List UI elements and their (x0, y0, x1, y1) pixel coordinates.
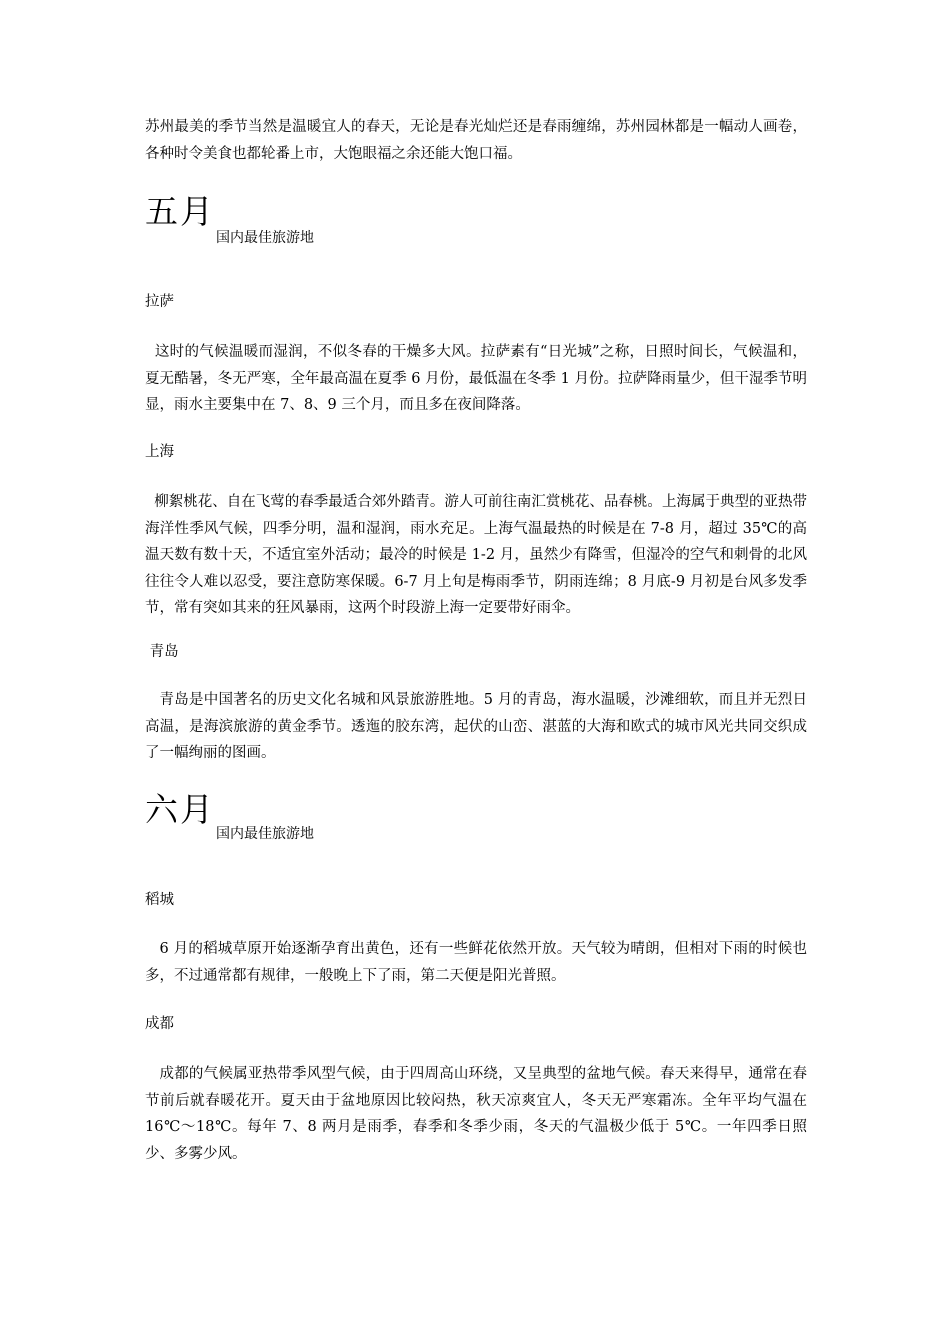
daocheng-heading: 稻城 (145, 892, 174, 908)
lhasa-paragraph: 这时的气候温暖而湿润，不似冬春的干燥多大风。拉萨素有“日光城”之称，日照时间长，气候温和，夏无酷暑，冬无严寒，全年最高温在夏季 6 月份，最低温在冬季 1 月份。拉萨降雨量少，但干湿季节明显，雨水主要集中在 7、8、9 三个月，而且多在夜间降落。 (145, 344, 807, 413)
chengdu-heading: 成都 (145, 1016, 174, 1032)
june-heading: 六月 (145, 790, 215, 829)
lhasa-heading: 拉萨 (145, 294, 174, 310)
qingdao-paragraph: 青岛是中国著名的历史文化名城和风景旅游胜地。5 月的青岛，海水温暖，沙滩细软，而且并无烈日高温，是海滨旅游的黄金季节。透迤的胶东湾，起伏的山峦、湛蓝的大海和欧式的城市风光共同交织成了一幅绚丽的图画。 (145, 692, 807, 761)
chengdu-paragraph: 成都的气候属亚热带季风型气候，由于四周高山环绕，又呈典型的盆地气候。春天来得早，通常在春节前后就春暖花开。夏天由于盆地原因比较闷热，秋天凉爽宜人，冬天无严寒霜冻。全年平均气温在 16℃～18℃。每年 7、8 两月是雨季，春季和冬季少雨，冬天的气温极少低于 5℃。一年四季日照少、多雾少风。 (145, 1066, 807, 1162)
shanghai-heading: 上海 (145, 444, 174, 460)
shanghai-paragraph: 柳絮桃花、自在飞莺的春季最适合郊外踏青。游人可前往南汇赏桃花、品春桃。上海属于典型的亚热带海洋性季风气候，四季分明，温和湿润，雨水充足。上海气温最热的时候是在 7-8 月，超过 35℃的高温天数有数十天，不适宜室外活动；最冷的时候是 1-2 月，虽然少有降雪，但湿冷的空气和刺骨的北风往往令人难以忍受，要注意防寒保暖。6-7 月上旬是梅雨季节，阴雨连绵；8 月底-9 月初是台风多发季节，常有突如其来的狂风暴雨，这两个时段游上海一定要带好雨伞。 (145, 494, 807, 616)
intro-paragraph: 苏州最美的季节当然是温暖宜人的春天，无论是春光灿烂还是春雨缠绵，苏州园林都是一幅动人画卷，各种时令美食也都轮番上市，大饱眼福之余还能大饱口福。 (145, 119, 807, 162)
qingdao-heading: 青岛 (145, 644, 179, 660)
may-heading: 五月 (145, 192, 215, 231)
daocheng-paragraph: 6 月的稻城草原开始逐渐孕育出黄色，还有一些鲜花依然开放。天气较为晴朗，但相对下雨的时候也多，不过通常都有规律，一般晚上下了雨，第二天便是阳光普照。 (145, 941, 807, 984)
may-subheading: 国内最佳旅游地 (216, 230, 314, 246)
june-subheading: 国内最佳旅游地 (216, 826, 314, 842)
